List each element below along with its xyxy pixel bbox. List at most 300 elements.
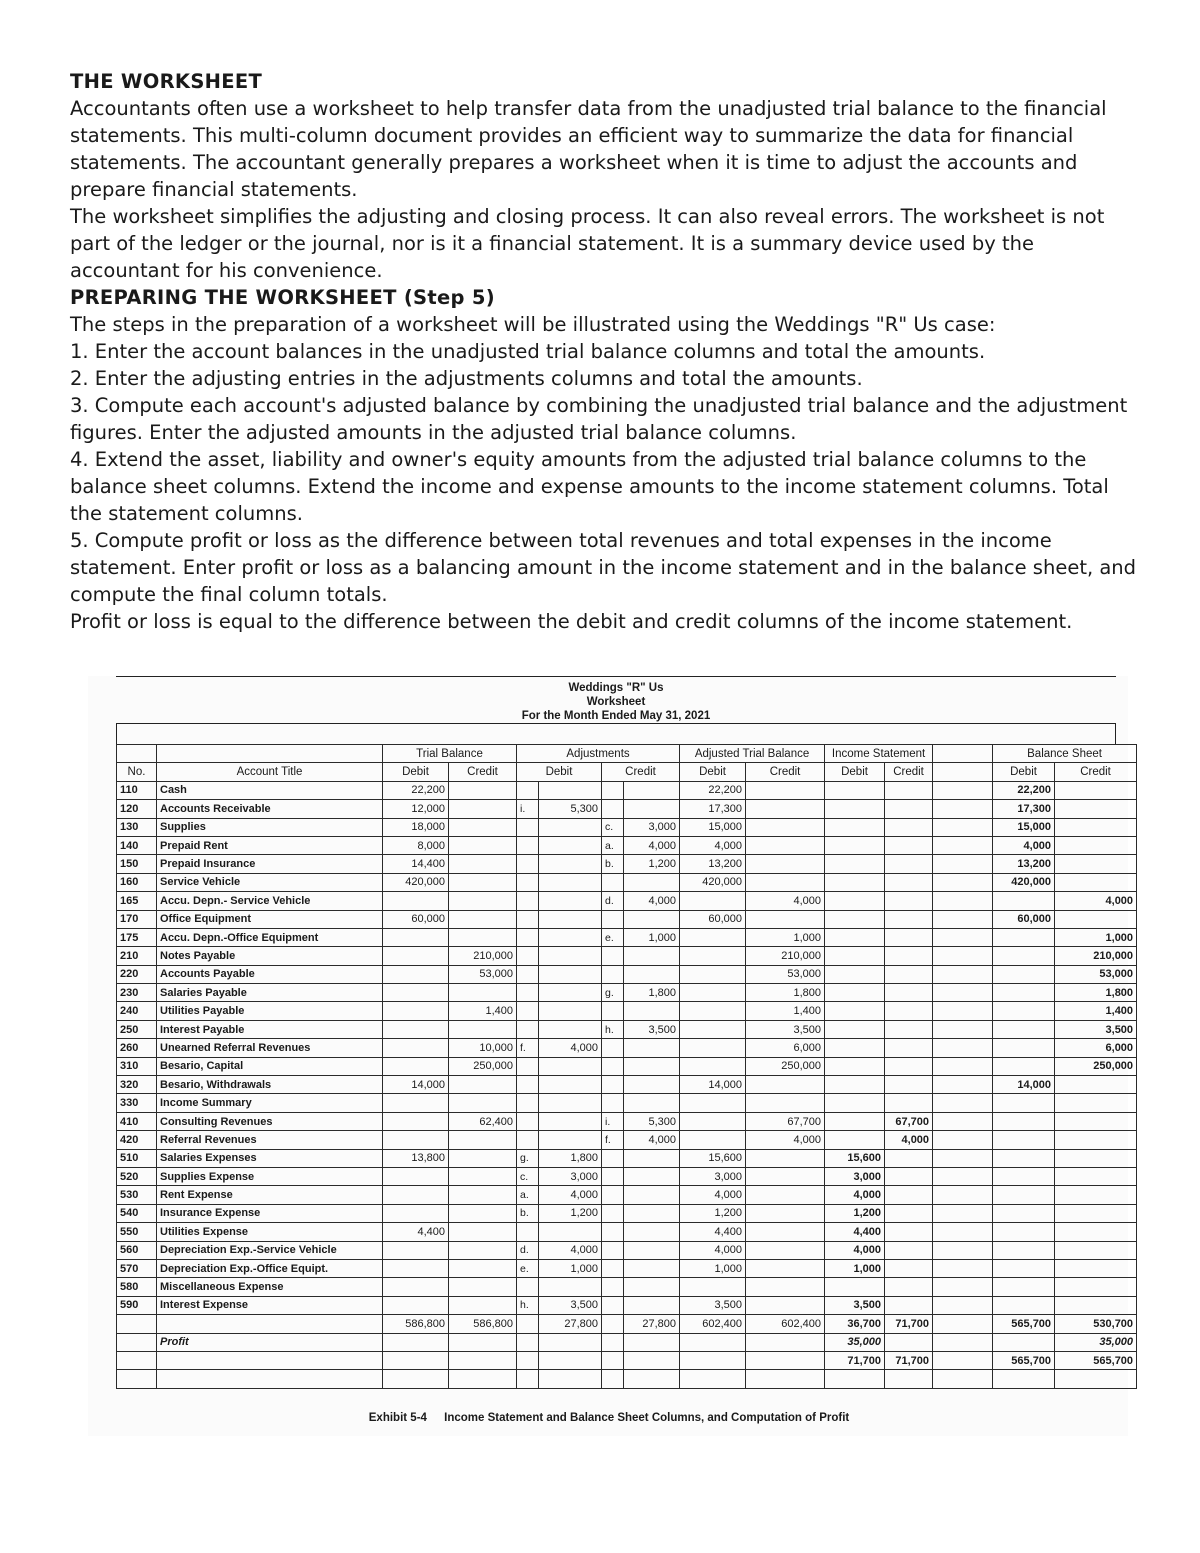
cell-adj-debit: 4,000 — [539, 1186, 602, 1204]
company-name: Weddings "R" Us — [568, 682, 664, 694]
cell-bs-credit — [1055, 910, 1137, 928]
cell-bs-debit — [993, 1223, 1055, 1241]
cell-adj-credit — [624, 1149, 680, 1167]
header-atb-credit: Credit — [746, 763, 825, 781]
cell-adj-credit: 4,000 — [624, 892, 680, 910]
header-bs-debit: Debit — [993, 763, 1055, 781]
cell-account-title: Accu. Depn.-Office Equipment — [157, 928, 383, 946]
cell-adj-debit-ref: d. — [517, 1241, 539, 1259]
cell-atb-credit — [746, 873, 825, 891]
cell-atb-debit — [680, 892, 746, 910]
final-bs-debit: 565,700 — [993, 1351, 1055, 1369]
cell-is-credit — [885, 1278, 933, 1296]
table-row — [117, 1039, 1137, 1057]
cell-bs-debit — [993, 965, 1055, 983]
cell-atb-debit: 4,400 — [680, 1223, 746, 1241]
cell-empty — [933, 1351, 993, 1369]
cell-account-no: 130 — [117, 818, 157, 836]
cell-adj-credit-ref: c. — [602, 818, 624, 836]
cell-adj-debit — [539, 818, 602, 836]
cell-bs-debit: 17,300 — [993, 800, 1055, 818]
cell-is-credit — [885, 800, 933, 818]
total-bs-debit: 565,700 — [993, 1315, 1055, 1333]
header-adj-debit: Debit — [517, 763, 602, 781]
cell-tb-credit — [449, 1094, 517, 1112]
cell-adj-credit-ref: i. — [602, 1112, 624, 1130]
cell-is-debit: 1,000 — [825, 1259, 885, 1277]
cell-adj-credit — [624, 1296, 680, 1314]
cell-is-debit — [825, 873, 885, 891]
cell-gap — [933, 892, 993, 910]
cell-empty — [624, 1333, 680, 1351]
cell-adj-debit — [539, 836, 602, 854]
cell-bs-debit — [993, 1186, 1055, 1204]
cell-tb-credit — [449, 1186, 517, 1204]
cell-gap — [933, 1112, 993, 1130]
cell-adj-credit-ref — [602, 1296, 624, 1314]
cell-account-no: 110 — [117, 781, 157, 799]
cell-adj-credit — [624, 1167, 680, 1185]
cell-gap — [933, 1296, 993, 1314]
header-adjusted-trial-balance: Adjusted Trial Balance — [680, 745, 825, 763]
cell-adj-credit — [624, 1223, 680, 1241]
step-1: 1. Enter the account balances in the unadjusted trial balance columns and total the amounts. — [70, 340, 986, 363]
cell-is-credit — [885, 855, 933, 873]
cell-adj-debit-ref — [517, 818, 539, 836]
cell-tb-credit: 210,000 — [449, 947, 517, 965]
cell-adj-credit-ref: d. — [602, 892, 624, 910]
cell-is-credit — [885, 928, 933, 946]
cell-atb-credit — [746, 1278, 825, 1296]
cell-adj-debit: 5,300 — [539, 800, 602, 818]
cell-atb-credit — [746, 818, 825, 836]
cell-tb-debit — [383, 1167, 449, 1185]
cell-account-no: 420 — [117, 1131, 157, 1149]
cell-adj-debit — [539, 1002, 602, 1020]
cell-adj-debit-ref — [517, 1223, 539, 1241]
cell-bs-debit — [993, 1241, 1055, 1259]
cell-adj-credit — [624, 873, 680, 891]
cell-bs-debit — [993, 1167, 1055, 1185]
cell-adj-credit — [624, 781, 680, 799]
cell-bs-credit: 1,800 — [1055, 984, 1137, 1002]
cell-account-title: Utilities Payable — [157, 1002, 383, 1020]
cell-account-no: 140 — [117, 836, 157, 854]
cell-gap — [933, 1020, 993, 1038]
total-atb-debit: 602,400 — [680, 1315, 746, 1333]
cell-atb-credit — [746, 836, 825, 854]
cell-gap — [933, 1167, 993, 1185]
cell-is-credit — [885, 910, 933, 928]
cell-adj-debit-ref — [517, 1020, 539, 1038]
cell-adj-credit-ref — [602, 965, 624, 983]
cell-empty — [157, 1315, 383, 1333]
table-row — [117, 1002, 1137, 1020]
cell-is-debit — [825, 855, 885, 873]
cell-adj-credit — [624, 800, 680, 818]
cell-bs-credit — [1055, 1094, 1137, 1112]
cell-atb-credit: 4,000 — [746, 892, 825, 910]
heading-the-worksheet: THE WORKSHEET — [70, 70, 263, 93]
cell-account-title: Interest Expense — [157, 1296, 383, 1314]
header-adj-credit: Credit — [602, 763, 680, 781]
cell-is-credit — [885, 965, 933, 983]
cell-atb-debit — [680, 1002, 746, 1020]
cell-is-debit — [825, 781, 885, 799]
cell-atb-debit: 4,000 — [680, 1186, 746, 1204]
cell-account-title: Referral Revenues — [157, 1131, 383, 1149]
cell-adj-debit-ref — [517, 965, 539, 983]
cell-bs-credit — [1055, 1223, 1137, 1241]
cell-gap — [933, 873, 993, 891]
cell-empty — [517, 1315, 539, 1333]
cell-is-debit — [825, 1076, 885, 1094]
cell-bs-credit — [1055, 1186, 1137, 1204]
total-tb-debit: 586,800 — [383, 1315, 449, 1333]
cell-tb-debit — [383, 1259, 449, 1277]
cell-gap — [933, 947, 993, 965]
cell-atb-debit — [680, 1278, 746, 1296]
cell-gap — [933, 910, 993, 928]
cell-tb-credit — [449, 1167, 517, 1185]
cell-account-no: 520 — [117, 1167, 157, 1185]
cell-adj-credit: 3,500 — [624, 1020, 680, 1038]
exhibit-title: Income Statement and Balance Sheet Columns, and Computation of Profit — [444, 1412, 850, 1424]
cell-adj-credit — [624, 1039, 680, 1057]
cell-is-debit: 1,200 — [825, 1204, 885, 1222]
cell-adj-credit: 5,300 — [624, 1112, 680, 1130]
cell-is-credit — [885, 1149, 933, 1167]
cell-adj-debit — [539, 781, 602, 799]
cell-is-credit: 4,000 — [885, 1131, 933, 1149]
cell-bs-debit: 4,000 — [993, 836, 1055, 854]
cell-empty — [517, 1351, 539, 1369]
cell-is-credit — [885, 1057, 933, 1075]
paragraph-closing: Profit or loss is equal to the difference between the debit and credit columns of the income statement. — [70, 610, 1073, 633]
cell-gap — [933, 1002, 993, 1020]
cell-adj-debit-ref: b. — [517, 1204, 539, 1222]
cell-tb-credit — [449, 800, 517, 818]
cell-is-debit — [825, 910, 885, 928]
cell-account-title: Rent Expense — [157, 1186, 383, 1204]
cell-adj-credit-ref — [602, 1241, 624, 1259]
cell-empty — [383, 1351, 449, 1369]
cell-bs-debit — [993, 947, 1055, 965]
cell-bs-credit — [1055, 800, 1137, 818]
cell-bs-credit: 6,000 — [1055, 1039, 1137, 1057]
cell-bs-debit: 420,000 — [993, 873, 1055, 891]
cell-adj-debit: 4,000 — [539, 1039, 602, 1057]
cell-tb-credit — [449, 1020, 517, 1038]
cell-atb-credit — [746, 1296, 825, 1314]
cell-account-no: 560 — [117, 1241, 157, 1259]
cell-bs-credit: 210,000 — [1055, 947, 1137, 965]
cell-adj-debit-ref — [517, 1094, 539, 1112]
cell-account-title: Depreciation Exp.-Office Equipt. — [157, 1259, 383, 1277]
cell-adj-debit — [539, 1057, 602, 1075]
cell-bs-credit — [1055, 1112, 1137, 1130]
cell-account-no: 170 — [117, 910, 157, 928]
cell-adj-debit — [539, 855, 602, 873]
cell-tb-debit: 14,400 — [383, 855, 449, 873]
header-tb-credit: Credit — [449, 763, 517, 781]
cell-bs-credit: 1,400 — [1055, 1002, 1137, 1020]
cell-account-no: 150 — [117, 855, 157, 873]
cell-adj-debit-ref — [517, 855, 539, 873]
cell-bs-credit — [1055, 1131, 1137, 1149]
cell-atb-credit: 53,000 — [746, 965, 825, 983]
cell-adj-credit-ref — [602, 947, 624, 965]
table-row — [117, 1167, 1137, 1185]
cell-adj-credit-ref — [602, 910, 624, 928]
cell-adj-debit-ref: g. — [517, 1149, 539, 1167]
cell-account-title: Accounts Payable — [157, 965, 383, 983]
cell-adj-credit — [624, 1241, 680, 1259]
cell-account-title: Utilities Expense — [157, 1223, 383, 1241]
table-row — [117, 1278, 1137, 1296]
cell-tb-debit — [383, 1296, 449, 1314]
cell-adj-debit-ref — [517, 836, 539, 854]
cell-bs-credit: 3,500 — [1055, 1020, 1137, 1038]
cell-tb-credit: 1,400 — [449, 1002, 517, 1020]
cell-bs-credit — [1055, 1204, 1137, 1222]
cell-empty — [449, 1333, 517, 1351]
cell-is-debit: 4,400 — [825, 1223, 885, 1241]
cell-empty — [449, 1351, 517, 1369]
cell-atb-debit: 1,200 — [680, 1204, 746, 1222]
cell-adj-debit-ref — [517, 781, 539, 799]
cell-adj-credit — [624, 910, 680, 928]
total-is-debit: 36,700 — [825, 1315, 885, 1333]
cell-adj-debit: 3,500 — [539, 1296, 602, 1314]
cell-adj-debit-ref — [517, 947, 539, 965]
cell-account-no: 220 — [117, 965, 157, 983]
cell-adj-credit — [624, 1186, 680, 1204]
cell-adj-debit — [539, 1076, 602, 1094]
col-gap — [933, 763, 993, 781]
cell-tb-debit — [383, 1186, 449, 1204]
table-row — [117, 928, 1137, 946]
cell-bs-credit — [1055, 836, 1137, 854]
cell-adj-debit — [539, 1131, 602, 1149]
cell-tb-debit — [383, 1241, 449, 1259]
cell-account-no: 540 — [117, 1204, 157, 1222]
cell-account-no: 530 — [117, 1186, 157, 1204]
cell-tb-credit — [449, 1296, 517, 1314]
cell-is-credit — [885, 873, 933, 891]
paragraph-intro: Accountants often use a worksheet to help transfer data from the unadjusted trial balance to the financial statements. This multi-column document provides an efficient way to summarize the data for financial statements. The accountant generally prepares a worksheet when it is time to adjust the accounts and prepare financial statements. — [70, 97, 1107, 201]
table-row — [117, 1296, 1137, 1314]
cell-account-title: Besario, Capital — [157, 1057, 383, 1075]
cell-account-no: 570 — [117, 1259, 157, 1277]
cell-account-title: Interest Payable — [157, 1020, 383, 1038]
cell-tb-debit: 12,000 — [383, 800, 449, 818]
header-balance-sheet: Balance Sheet — [993, 745, 1137, 763]
cell-bs-credit — [1055, 818, 1137, 836]
cell-adj-credit-ref — [602, 1057, 624, 1075]
cell-tb-credit — [449, 892, 517, 910]
header-income-statement: Income Statement — [825, 745, 933, 763]
cell-adj-credit — [624, 1076, 680, 1094]
cell-tb-credit: 53,000 — [449, 965, 517, 983]
cell-bs-debit: 14,000 — [993, 1076, 1055, 1094]
cell-gap — [933, 1186, 993, 1204]
cell-tb-credit — [449, 781, 517, 799]
cell-tb-debit — [383, 947, 449, 965]
cell-adj-debit — [539, 1112, 602, 1130]
cell-bs-debit — [993, 1204, 1055, 1222]
cell-account-no: 210 — [117, 947, 157, 965]
cell-account-title: Unearned Referral Revenues — [157, 1039, 383, 1057]
cell-atb-debit — [680, 1020, 746, 1038]
header-tb-debit: Debit — [383, 763, 449, 781]
cell-empty — [746, 1333, 825, 1351]
cell-atb-credit — [746, 1204, 825, 1222]
table-row — [117, 1094, 1137, 1112]
cell-is-debit — [825, 1020, 885, 1038]
cell-adj-debit — [539, 1223, 602, 1241]
cell-adj-credit-ref — [602, 1076, 624, 1094]
step-5: 5. Compute profit or loss as the difference between total revenues and total expenses in the income statement. Enter profit or loss as a balancing amount in the income statement and in the balance sheet, and compute the final column totals. — [70, 529, 1137, 606]
cell-gap — [933, 1204, 993, 1222]
cell-empty — [539, 1351, 602, 1369]
cell-adj-debit — [539, 965, 602, 983]
cell-adj-credit-ref: b. — [602, 855, 624, 873]
cell-account-no: 580 — [117, 1278, 157, 1296]
cell-tb-debit: 18,000 — [383, 818, 449, 836]
cell-adj-credit-ref — [602, 1223, 624, 1241]
cell-adj-debit-ref — [517, 1112, 539, 1130]
cell-adj-credit-ref — [602, 1186, 624, 1204]
total-atb-credit: 602,400 — [746, 1315, 825, 1333]
cell-adj-credit: 1,200 — [624, 855, 680, 873]
cell-tb-debit — [383, 928, 449, 946]
profit-row — [117, 1333, 1137, 1351]
cell-adj-debit-ref — [517, 1278, 539, 1296]
cell-atb-debit — [680, 1057, 746, 1075]
cell-bs-debit — [993, 1057, 1055, 1075]
cell-atb-debit — [680, 1112, 746, 1130]
cell-empty — [383, 1333, 449, 1351]
cell-empty — [746, 1351, 825, 1369]
cell-empty — [539, 1333, 602, 1351]
cell-adj-debit-ref — [517, 984, 539, 1002]
cell-adj-credit — [624, 1057, 680, 1075]
cell-adj-credit: 1,000 — [624, 928, 680, 946]
cell-bs-debit — [993, 1002, 1055, 1020]
cell-adj-credit: 4,000 — [624, 836, 680, 854]
table-row — [117, 1186, 1137, 1204]
cell-tb-debit — [383, 1002, 449, 1020]
cell-bs-debit — [993, 1039, 1055, 1057]
cell-atb-debit: 22,200 — [680, 781, 746, 799]
cell-adj-debit — [539, 1278, 602, 1296]
cell-account-no: 590 — [117, 1296, 157, 1314]
cell-account-title: Salaries Expenses — [157, 1149, 383, 1167]
cell-atb-debit — [680, 1094, 746, 1112]
cell-is-credit — [885, 984, 933, 1002]
worksheet-table — [116, 744, 1137, 1389]
totals-row — [117, 1315, 1137, 1333]
cell-gap — [933, 800, 993, 818]
cell-atb-credit: 4,000 — [746, 1131, 825, 1149]
cell-gap — [933, 965, 993, 983]
exhibit-caption — [116, 1412, 1116, 1424]
total-adj-credit: 27,800 — [624, 1315, 680, 1333]
cell-atb-debit: 1,000 — [680, 1259, 746, 1277]
table-row — [117, 1057, 1137, 1075]
cell-tb-credit: 250,000 — [449, 1057, 517, 1075]
cell-bs-debit: 13,200 — [993, 855, 1055, 873]
cell-is-debit — [825, 1131, 885, 1149]
cell-empty — [517, 1333, 539, 1351]
paragraph-purpose: The worksheet simplifies the adjusting and closing process. It can also reveal errors. The worksheet is not part of the ledger or the journal, nor is it a financial statement. It is a summary device used by the accountant for his convenience. — [70, 205, 1105, 282]
cell-is-debit: 3,000 — [825, 1167, 885, 1185]
total-bs-credit: 530,700 — [1055, 1315, 1137, 1333]
worksheet-exhibit — [88, 676, 1134, 1436]
cell-bs-credit — [1055, 873, 1137, 891]
table-row — [117, 965, 1137, 983]
table-row — [117, 1131, 1137, 1149]
worksheet-name: Worksheet — [586, 696, 646, 708]
cell-atb-credit — [746, 1149, 825, 1167]
cell-atb-credit — [746, 910, 825, 928]
cell-gap — [933, 1131, 993, 1149]
cell-is-debit — [825, 1057, 885, 1075]
cell-atb-credit: 210,000 — [746, 947, 825, 965]
cell-adj-debit-ref — [517, 873, 539, 891]
cell-bs-debit — [993, 1259, 1055, 1277]
worksheet-body — [117, 781, 1137, 1388]
cell-tb-debit — [383, 1020, 449, 1038]
cell-adj-debit-ref: c. — [517, 1167, 539, 1185]
cell-adj-debit — [539, 873, 602, 891]
cell-bs-credit — [1055, 855, 1137, 873]
cell-adj-credit-ref: a. — [602, 836, 624, 854]
cell-is-debit — [825, 1002, 885, 1020]
total-tb-credit: 586,800 — [449, 1315, 517, 1333]
cell-tb-debit — [383, 892, 449, 910]
final-is-debit: 71,700 — [825, 1351, 885, 1369]
cell-account-no: 320 — [117, 1076, 157, 1094]
table-row — [117, 947, 1137, 965]
cell-tb-credit — [449, 1149, 517, 1167]
table-row — [117, 836, 1137, 854]
cell-adj-debit-ref: e. — [517, 1259, 539, 1277]
cell-atb-debit: 13,200 — [680, 855, 746, 873]
cell-gap — [933, 836, 993, 854]
cell-adj-credit-ref — [602, 1039, 624, 1057]
cell-tb-credit — [449, 1241, 517, 1259]
cell-adj-credit-ref — [602, 781, 624, 799]
col-title-spacer — [157, 745, 383, 763]
cell-bs-credit — [1055, 1076, 1137, 1094]
cell-is-credit — [885, 781, 933, 799]
cell-account-title: Prepaid Rent — [157, 836, 383, 854]
cell-account-title: Insurance Expense — [157, 1204, 383, 1222]
cell-empty — [624, 1351, 680, 1369]
cell-adj-debit-ref — [517, 910, 539, 928]
cell-adj-credit-ref: f. — [602, 1131, 624, 1149]
cell-is-debit: 4,000 — [825, 1186, 885, 1204]
cell-bs-debit: 15,000 — [993, 818, 1055, 836]
table-row — [117, 818, 1137, 836]
cell-account-no: 330 — [117, 1094, 157, 1112]
cell-atb-debit — [680, 1131, 746, 1149]
cell-atb-debit: 4,000 — [680, 1241, 746, 1259]
step-3: 3. Compute each account's adjusted balance by combining the unadjusted trial balance and the adjustment figures. Enter the adjusted amounts in the adjusted trial balance columns. — [70, 394, 1128, 444]
cell-account-no: 160 — [117, 873, 157, 891]
